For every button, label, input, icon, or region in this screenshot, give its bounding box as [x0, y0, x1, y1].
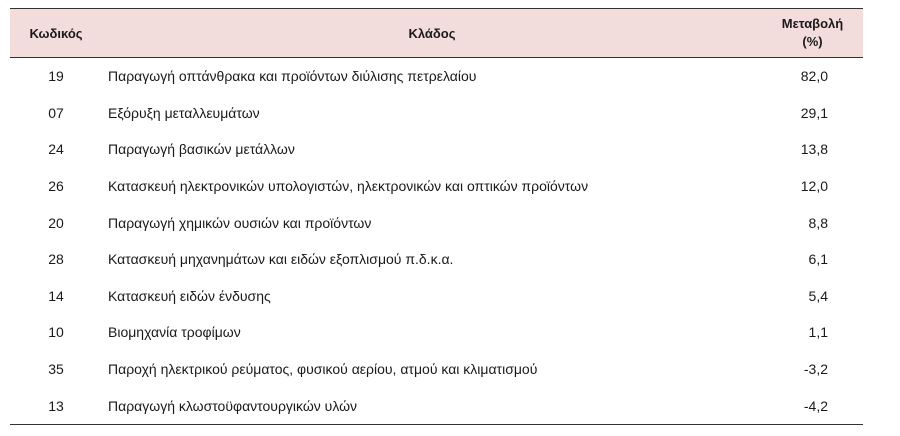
- cell-change: 12,0: [800, 178, 828, 195]
- cell-code: 35: [48, 361, 64, 378]
- sector-change-table-container: [10, 8, 863, 425]
- header-change-unit: (%): [802, 34, 823, 49]
- header-code: Κωδικός: [10, 9, 102, 58]
- cell-code: 14: [48, 287, 64, 304]
- header-change: [762, 9, 863, 58]
- table-row: [10, 204, 863, 241]
- cell-code: 19: [48, 68, 64, 85]
- cell-sector: Παραγωγή κλωστοϋφαντουργικών υλών: [102, 387, 762, 424]
- sector-change-table: [10, 8, 863, 425]
- cell-change: -3,2: [803, 361, 828, 378]
- cell-sector: Παραγωγή οπτάνθρακα και προϊόντων διύλισης πετρελαίου: [108, 68, 477, 85]
- cell-code: 07: [48, 104, 64, 121]
- table-row: [10, 95, 863, 132]
- cell-change: 1,1: [808, 324, 828, 341]
- cell-code: 26: [48, 178, 64, 195]
- cell-code: 20: [48, 214, 64, 231]
- header-row: [10, 9, 863, 58]
- header-change-label: Μεταβολή: [781, 16, 844, 31]
- table-row: [10, 387, 863, 424]
- table-row: [10, 168, 863, 205]
- table-row: [10, 314, 863, 351]
- cell-change: 6,1: [808, 251, 828, 268]
- cell-sector: Κατασκευή μηχανημάτων και ειδών εξοπλισμού π.δ.κ.α.: [108, 251, 454, 268]
- table-row: [10, 58, 863, 95]
- cell-sector: Εξόρυξη μεταλλευμάτων: [108, 104, 260, 121]
- cell-change: 29,1: [800, 104, 828, 121]
- table-row: [10, 131, 863, 168]
- cell-sector: Βιομηχανία τροφίμων: [108, 324, 241, 341]
- cell-change: 13,8: [800, 141, 828, 158]
- cell-code: 10: [48, 324, 64, 341]
- cell-code: 24: [48, 141, 64, 158]
- table-body: [10, 58, 863, 425]
- cell-change: 8,8: [808, 214, 828, 231]
- cell-sector: Κατασκευή ειδών ένδυσης: [108, 287, 271, 304]
- table-header: [10, 9, 863, 58]
- header-sector: Κλάδος: [102, 9, 762, 58]
- table-row: [10, 351, 863, 388]
- cell-change: 5,4: [808, 287, 828, 304]
- table-row: [10, 241, 863, 278]
- cell-change: 82,0: [800, 68, 828, 85]
- cell-code: 13: [10, 387, 102, 424]
- cell-sector: Παραγωγή χημικών ουσιών και προϊόντων: [108, 214, 372, 231]
- cell-sector: Παροχή ηλεκτρικού ρεύματος, φυσικού αερίου, ατμού και κλιματισμού: [108, 361, 538, 378]
- cell-sector: Κατασκευή ηλεκτρονικών υπολογιστών, ηλεκτρονικών και οπτικών προϊόντων: [108, 178, 589, 195]
- cell-change: -4,2: [762, 387, 863, 424]
- cell-sector: Παραγωγή βασικών μετάλλων: [108, 141, 295, 158]
- table-row: [10, 278, 863, 315]
- cell-code: 28: [48, 251, 64, 268]
